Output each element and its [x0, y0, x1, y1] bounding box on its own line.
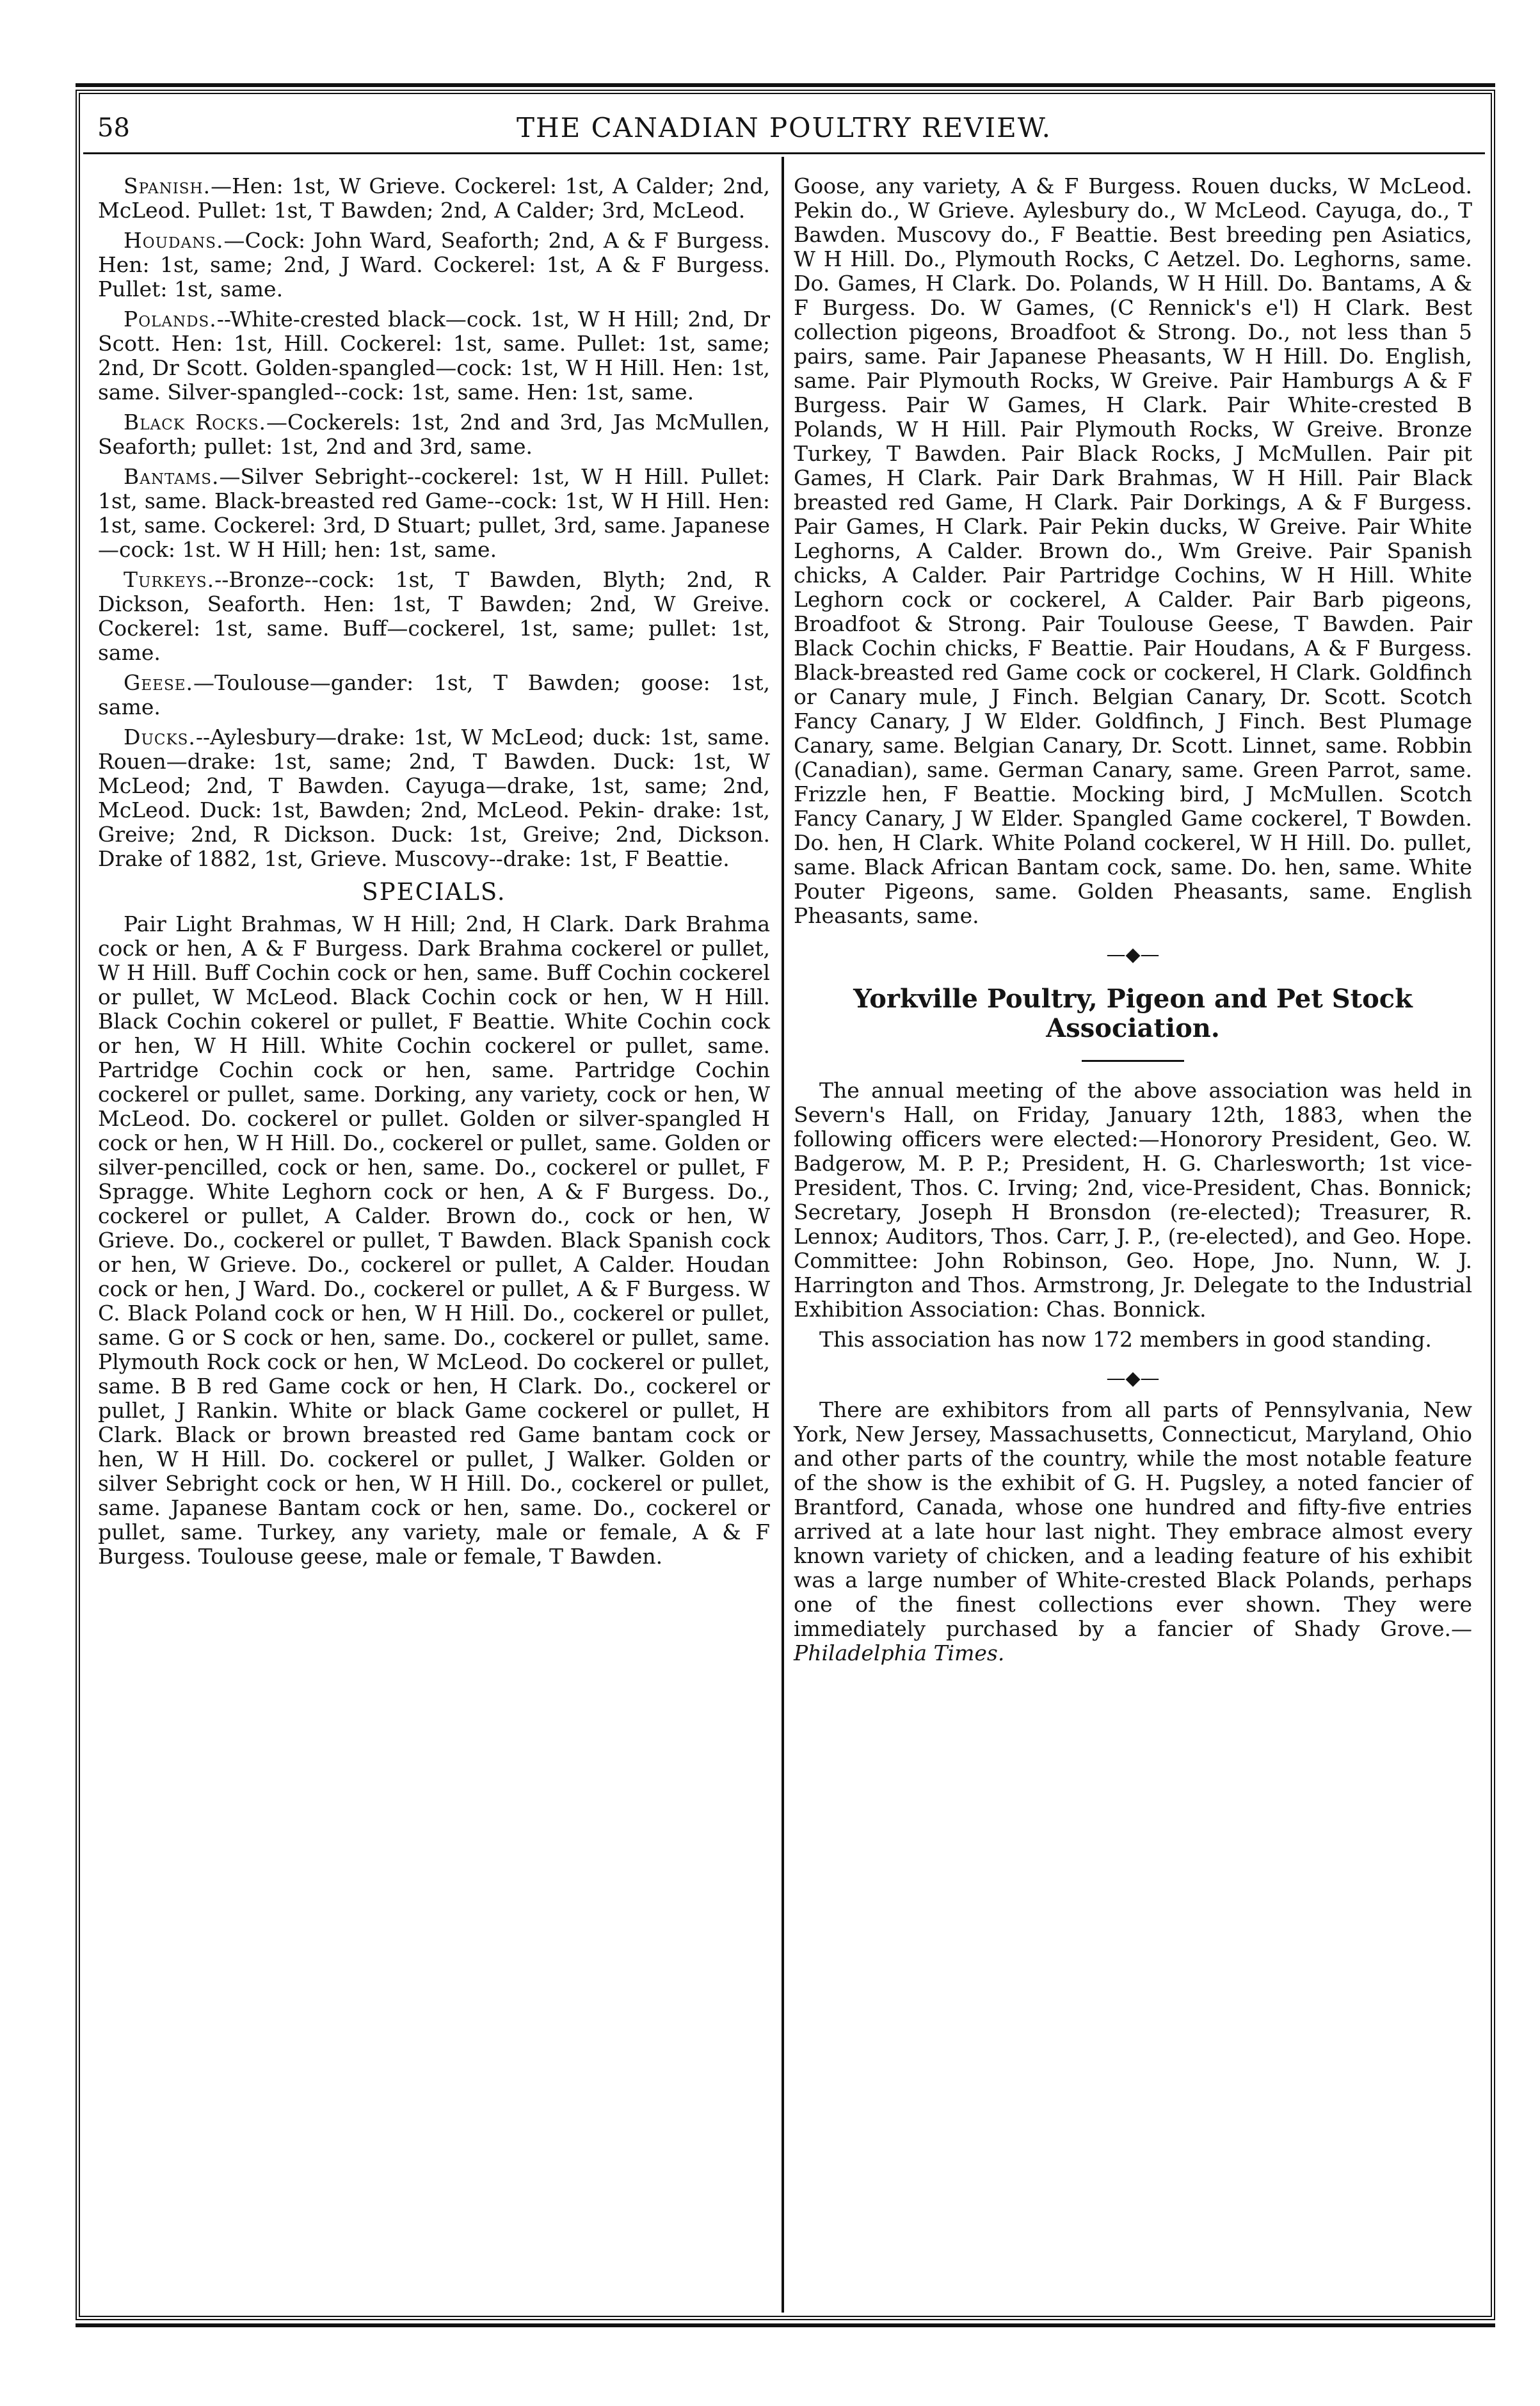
breed-label: Polands.: [124, 307, 217, 332]
specials-continued: Goose, any variety, A & F Burgess. Rouen ducks, W McLeod. Pekin do., W Grieve. Aylesbury do., W McLeod. Cayuga, do., T Bawden. Muscovy do., F Beattie. Best breeding pen Asiatics, W H Hill. Do., Plymouth Rocks, C Aetzel. Do. Leghorns, same. Do. Games, H Clark. Do. Polands, W H Hill. Do. Bantams, A & F Burgess. Do. W Games, (C Rennick's e'l) H Clark. Best collection pigeons, Broadfoot & Strong. Do., not less than 5 pairs, same. Pair Japanese Pheasants, W H Hill. Do. English, same. Pair Plymouth Rocks, W Greive. Pair Hamburgs A & F Burgess. Pair W Games, H Clark. Pair White-crested B Polands, W H Hill. Pair Plymouth Rocks, W Greive. Bronze Turkey, T Bawden. Pair Black Rocks, J McMullen. Pair pit Games, H Clark. Pair Dark Brahmas, W H Hill. Pair Black breasted red Game, H Clark. Pair Dorkings, A & F Burgess. Pair Games, H Clark. Pair Pekin ducks, W Greive. Pair White Leghorns, A Calder. Brown do., Wm Greive. Pair Spanish chicks, A Calder. Pair Partridge Cochins, W H Hill. White Leghorn cock or cockerel, A Calder. Pair Barb pigeons, Broadfoot & Strong. Pair Toulouse Geese, T Bawden. Pair Black Cochin chicks, F Beattie. Pair Houdans, A & F Burgess. Black-breasted red Game cock or cockerel, H Clark. Goldfinch or Canary mule, J Finch. Belgian Canary, Dr. Scott. Scotch Fancy Canary, J W Elder. Goldfinch, J Finch. Best Plumage Canary, same. Belgian Canary, Dr. Scott. Linnet, same. Robbin (Canadian), same. German Canary, same. Green Parrot, same. Frizzle hen, F Beattie. Mocking bird, J McMullen. Scotch Fancy Canary, J W Elder. Spangled Game cockerel, T Bowden. Do. hen, H Clark. White Poland cockerel, W H Hill. Do. pullet, same. Black African Bantam cock, same. Do. hen, same. White Pouter Pigeons, same. Golden Pheasants, same. English Pheasants, same.: [794, 173, 1472, 928]
breed-results: —Hen: 1st, W Grieve. Cockerel: 1st, A Calder; 2nd, McLeod. Pullet: 1st, T Bawden; 2nd, A Calder; 3rd, McLeod.: [98, 173, 770, 223]
running-title: THE CANADIAN POULTRY REVIEW.: [517, 112, 1052, 143]
geese-results: [98, 671, 770, 719]
ducks-results: [98, 725, 770, 871]
page-header: [83, 106, 1485, 150]
specials-results: Pair Light Brahmas, W H Hill; 2nd, H Clark. Dark Brahma cock or hen, A & F Burgess. Dark Brahma cockerel or pullet, W H Hill. Buff Cochin cock or hen, same. Buff Cochin cockerel or pullet, W McLeod. Black Cochin cock or hen, W H Hill. Black Cochin cokerel or pullet, F Beattie. White Cochin cock or hen, W H Hill. White Cochin cockerel or pullet, same. Partridge Cochin cock or hen, same. Partridge Cochin cockerel or pullet, same. Dorking, any variety, cock or hen, W McLeod. Do. cockerel or pullet. Golden or silver-spangled H cock or hen, W H Hill. Do., cockerel or pullet, same. Golden or silver-pencilled, cock or hen, same. Do., cockerel or pullet, F Spragge. White Leghorn cock or hen, A & F Burgess. Do., cockerel or pullet, A Calder. Brown do., cock or hen, W Grieve. Do., cockerel or pullet, T Bawden. Black Spanish cock or hen, W Grieve. Do., cockerel or pullet, A Calder. Houdan cock or hen, J Ward. Do., cockerel or pullet, A & F Burgess. W C. Black Poland cock or hen, W H Hill. Do., cockerel or pullet, same. G or S cock or hen, same. Do., cockerel or pullet, same. Plymouth Rock cock or hen, W McLeod. Do cockerel or pullet, same. B B red Game cock or hen, H Clark. Do., cockerel or pullet, J Rankin. White or black Game cockerel or pullet, H Clark. Black or brown breasted red Game bantam cock or hen, W H Hill. Do. cockerel or pullet, J Walker. Golden or silver Sebright cock or hen, W H Hill. Do., cockerel or pullet, same. Japanese Bantam cock or hen, same. Do., cockerel or pullet, same. Turkey, any variety, male or female, A & F Burgess. Toulouse geese, male or female, T Bawden.: [98, 911, 770, 1569]
article-paragraph: This association has now 172 members in good standing.: [819, 1327, 1432, 1352]
breed-results: —Cockerels: 1st, 2nd and 3rd, Jas McMullen, Seaforth; pullet: 1st, 2nd and 3rd, same.: [98, 410, 770, 459]
right-column: [794, 174, 1472, 1671]
column-divider: [782, 157, 784, 2313]
breed-label: Bantams.: [124, 464, 220, 489]
polands-results: [98, 307, 770, 405]
bottom-border-rule: [76, 2323, 1495, 2327]
breed-results: --Aylesbury—drake: 1st, W McLeod; duck: 1st, same. Rouen—drake: 1st, same; 2nd, T Bawden. Duck: 1st, W McLeod; 2nd, T Bawden. Cayuga—drake, 1st, same; 2nd, McLeod. Duck: 1st, Bawden; 2nd, McLeod. Pekin- drake: 1st, Greive; 2nd, R Dickson. Duck: 1st, Greive; 2nd, Dickson. Drake of 1882, 1st, Grieve. Muscovy--drake: 1st, F Beattie.: [98, 725, 770, 871]
heading-rule: [1082, 1060, 1184, 1062]
breed-label: Geese.: [124, 670, 193, 695]
breed-label: Black Rocks.: [124, 410, 266, 435]
bantams-results: [98, 465, 770, 562]
section-ornament: —◆—: [1106, 1367, 1160, 1390]
breed-results: —Cock: John Ward, Seaforth; 2nd, A & F Burgess. Hen: 1st, same; 2nd, J Ward. Cockerel: 1st, A & F Burgess. Pullet: 1st, same.: [98, 228, 770, 301]
section-ornament: —◆—: [1106, 943, 1160, 966]
specials-heading: SPECIALS.: [362, 878, 506, 906]
houdans-results: [98, 229, 770, 301]
breed-label: Ducks.: [124, 725, 196, 750]
breed-results: --Bronze--cock: 1st, T Bawden, Blyth; 2nd, R Dickson, Seaforth. Hen: 1st, T Bawden; 2nd, W Greive. Cockerel: 1st, same. Buff—cockerel, 1st, same; pullet: 1st, same.: [98, 567, 770, 665]
exhibitors-paragraph: [794, 1398, 1472, 1665]
article-paragraph: The annual meeting of the above association was held in Severn's Hall, on Friday, January 12th, 1883, when the following officers were elected:—Honorory President, Geo. W. Badgerow, M. P. P.; President, H. G. Charlesworth; 1st vice-President, Thos. C. Irving; 2nd, vice-President, Chas. Bonnick; Secretary, Joseph H Bronsdon (re-elected); Treasurer, R. Lennox; Auditors, Thos. Carr, J. P., (re-elected), and Geo. Hope. Committee: John Robinson, Geo. Hope, Jno. Nunn, W. J. Harrington and Thos. Armstrong, Jr. Delegate to the Industrial Exhibition Association: Chas. Bonnick.: [794, 1078, 1472, 1322]
breed-results: --White-crested black—cock. 1st, W H Hill; 2nd, Dr Scott. Hen: 1st, Hill. Cockerel: 1st, same. Pullet: 1st, same; 2nd, Dr Scott. Golden-spangled—cock: 1st, W H Hill. Hen: 1st, same. Silver-spangled--cock: 1st, same. Hen: 1st, same.: [98, 307, 770, 405]
article-heading: Yorkville Poultry, Pigeon and Pet Stock Association.: [853, 984, 1413, 1043]
black-rocks-results: [98, 410, 770, 459]
source-attribution: —Philadelphia Times.: [794, 1616, 1472, 1665]
breed-label: Houdans.: [124, 228, 224, 253]
left-column: [98, 174, 770, 1575]
breed-label: Spanish.: [124, 173, 211, 198]
turkeys-results: [98, 568, 770, 665]
breed-label: Turkeys.: [124, 567, 215, 592]
top-border-rule: [76, 83, 1495, 87]
header-rule: [83, 152, 1485, 154]
breed-results: —Toulouse—gander: 1st, T Bawden; goose: 1st, same.: [98, 670, 770, 719]
exhibitors-text: There are exhibitors from all parts of Pennsylvania, New York, New Jersey, Massachusetts, Connecticut, Maryland, Ohio and other parts of the country, while the most notable feature of the show is the exhibit of G. H. Pugsley, a noted fancier of Brantford, Canada, whose one hundred and fifty-five entries arrived at a late hour last night. They embrace almost every known variety of chicken, and a leading feature of his exhibit was a large number of White-crested Black Polands, perhaps one of the finest collections ever shown. They were immediately purchased by a fancier of Shady Grove.: [794, 1397, 1472, 1641]
page-number: 58: [97, 113, 130, 143]
breed-results: —Silver Sebright--cockerel: 1st, W H Hill. Pullet: 1st, same. Black-breasted red Game--cock: 1st, W H Hill. Hen: 1st, same. Cockerel: 3rd, D Stuart; pullet, 3rd, same. Japanese—cock: 1st. W H Hill; hen: 1st, same.: [98, 464, 770, 562]
spanish-results: [98, 174, 770, 223]
